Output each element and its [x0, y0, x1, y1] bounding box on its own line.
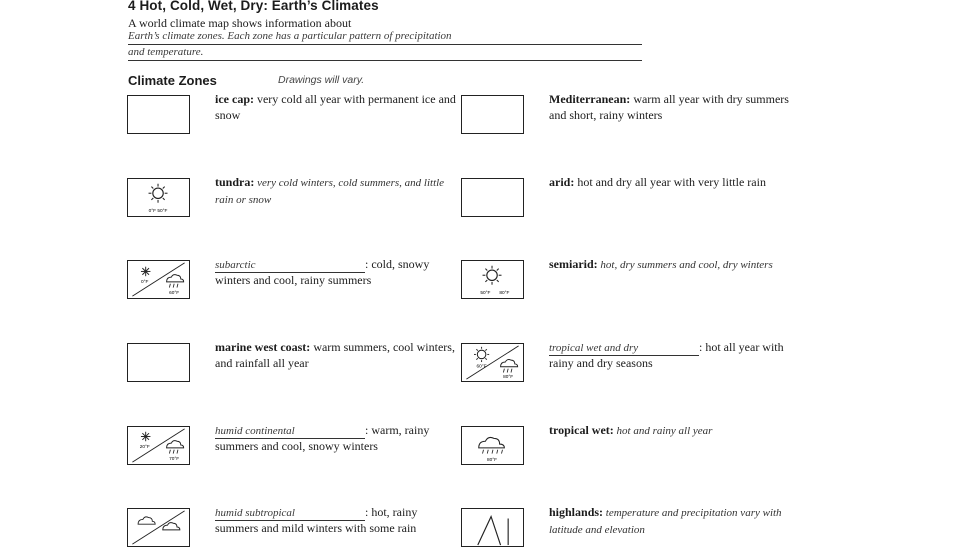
snowflake-icon [141, 432, 150, 441]
semiarid-term: semiarid: [549, 257, 598, 271]
mountain-icon [462, 509, 523, 546]
humid-continental-text: : warm, rainy summers and cool, snowy winters [215, 423, 430, 453]
tropical-wet-dry-drawing-box [461, 343, 524, 382]
semiarid-drawing-box [461, 260, 524, 299]
cloud-icon [501, 359, 518, 366]
tropical-wet-term: tropical wet: [549, 423, 614, 437]
semiarid-high-temp: 80°F [499, 291, 510, 297]
tropical-wet-dry-answer-blank: tropical wet and dry [549, 342, 699, 356]
tropical-wet-dry-text: : hot all year with rainy and dry seasons [549, 340, 784, 370]
ice-cap-description [215, 92, 457, 123]
mediterranean-drawing-box [461, 95, 524, 134]
subarctic-low-temp: 0°F [141, 279, 149, 285]
humid-continental-drawing-box [127, 426, 190, 465]
cloud-icon [167, 275, 184, 282]
tropical-wet-dry-description [549, 340, 791, 372]
semiarid-description [549, 257, 791, 274]
humid-subtropical-text: : hot, rainy summers and mild winters with some rain [215, 505, 418, 535]
highlands-drawing-box [461, 508, 524, 547]
tropical-wet-description [549, 423, 791, 440]
snowflake-icon [141, 267, 150, 276]
mediterranean-description [549, 92, 791, 123]
humid-subtropical-description [215, 505, 457, 537]
page-title: 4 Hot, Cold, Wet, Dry: Earth’s Climates [128, 0, 379, 13]
humid-continental-high-temp: 70°F [169, 457, 180, 463]
sun-and-rain-icon [462, 344, 523, 381]
rain-cloud-icon [128, 509, 189, 546]
cloud-icon [167, 441, 184, 448]
cloud-icon [479, 437, 505, 447]
arid-drawing-box [461, 178, 524, 217]
rain-cloud-icon [462, 427, 523, 464]
subarctic-description [215, 257, 457, 289]
tundra-term: tundra: [215, 175, 255, 189]
ice-cap-text: very cold all year with permanent ice and snow [215, 92, 456, 122]
intro-text: A world climate map shows information about [128, 16, 352, 30]
humid-subtropical-drawing-box [127, 508, 190, 547]
tundra-temp-label: 0°F 50°F [148, 209, 168, 215]
ice-cap-term: ice cap: [215, 92, 254, 106]
ice-cap-drawing-box [127, 95, 190, 134]
humid-subtropical-answer-blank: humid subtropical [215, 507, 365, 521]
arid-term: arid: [549, 175, 575, 189]
tundra-description [215, 175, 457, 208]
humid-continental-low-temp: 20°F [139, 444, 150, 450]
snow-and-rain-icon [128, 427, 189, 464]
highlands-description [549, 505, 791, 538]
answer-line-1: Earth’s climate zones. Each zone has a particular pattern of precipitation [128, 28, 642, 45]
subarctic-drawing-box [127, 260, 190, 299]
tropical-wet-drawing-box [461, 426, 524, 465]
highlands-term: highlands: [549, 505, 604, 519]
tundra-text: very cold winters, cold summers, and little rain or snow [215, 177, 445, 206]
mediterranean-term: Mediterranean: [549, 92, 631, 106]
section-heading: Climate Zones [128, 73, 217, 88]
answer-line-2: and temperature. [128, 44, 642, 61]
sun-icon [462, 261, 523, 298]
marine-west-coast-text: warm summers, cool winters, and rainfall all year [215, 340, 455, 370]
tropical-wet-dry-high-temp: 80°F [503, 375, 514, 381]
subarctic-text: : cold, snowy winters and cool, rainy summers [215, 257, 430, 287]
arid-text: hot and dry all year with very little rain [574, 175, 766, 189]
tundra-drawing-box [127, 178, 190, 217]
snow-and-rain-icon [128, 261, 189, 298]
tropical-wet-temp: 80°F [486, 458, 498, 464]
arid-description [549, 175, 791, 191]
subarctic-high-temp: 60°F [169, 291, 180, 297]
marine-west-coast-drawing-box [127, 343, 190, 382]
sun-icon [477, 350, 486, 359]
subarctic-answer-blank: subarctic [215, 259, 365, 273]
semiarid-low-temp: 50°F [480, 291, 491, 297]
cloud-icon [138, 517, 155, 524]
tropical-wet-text: hot and rainy all year [613, 425, 713, 437]
marine-west-coast-description [215, 340, 457, 371]
sun-icon [128, 179, 189, 216]
humid-continental-answer-blank: humid continental [215, 425, 365, 439]
highlands-text: temperature and precipitation vary with latitude and elevation [549, 507, 782, 536]
semiarid-text: hot, dry summers and cool, dry winters [597, 259, 773, 271]
humid-continental-description [215, 423, 457, 455]
drawings-note: Drawings will vary. [278, 74, 365, 86]
mediterranean-text: warm all year with dry summers and short, rainy winters [549, 92, 789, 122]
marine-west-coast-term: marine west coast: [215, 340, 311, 354]
tropical-wet-dry-low-temp: 60°F [476, 364, 487, 370]
